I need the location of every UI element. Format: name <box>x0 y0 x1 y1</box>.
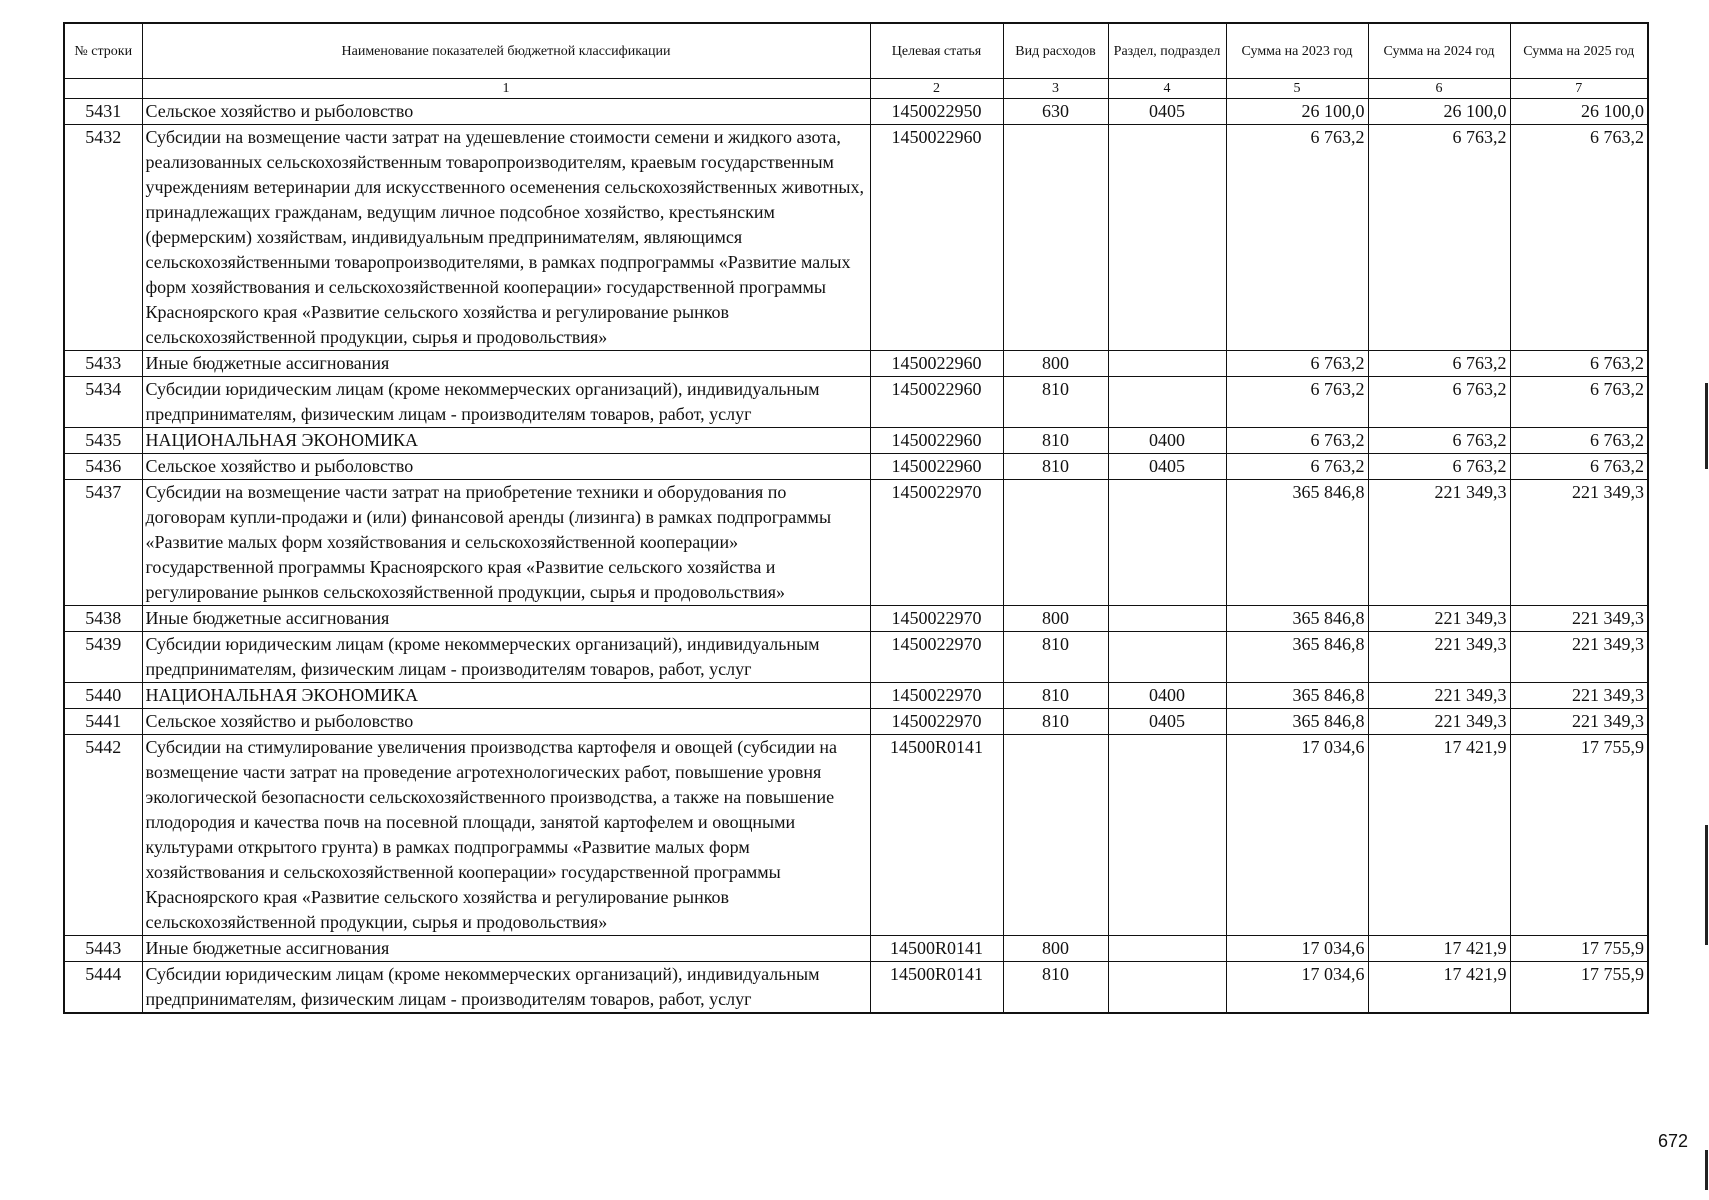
row-target: 1450022950 <box>870 99 1003 125</box>
header-sum-2025: Сумма на 2025 год <box>1510 23 1648 79</box>
row-type <box>1003 480 1108 606</box>
row-sum-2023: 6 763,2 <box>1226 125 1368 351</box>
row-number: 5431 <box>64 99 142 125</box>
row-type <box>1003 125 1108 351</box>
row-sum-2023: 365 846,8 <box>1226 480 1368 606</box>
row-type: 630 <box>1003 99 1108 125</box>
row-section: 0400 <box>1108 683 1226 709</box>
row-type: 810 <box>1003 632 1108 683</box>
row-section <box>1108 962 1226 1014</box>
header-target: Целевая статья <box>870 23 1003 79</box>
row-sum-2025: 26 100,0 <box>1510 99 1648 125</box>
row-sum-2025: 221 349,3 <box>1510 606 1648 632</box>
row-type: 810 <box>1003 709 1108 735</box>
row-name: НАЦИОНАЛЬНАЯ ЭКОНОМИКА <box>142 428 870 454</box>
row-sum-2025: 17 755,9 <box>1510 936 1648 962</box>
table-row <box>64 683 1648 709</box>
row-sum-2024: 17 421,9 <box>1368 962 1510 1014</box>
row-number: 5441 <box>64 709 142 735</box>
row-number: 5439 <box>64 632 142 683</box>
row-section <box>1108 480 1226 606</box>
row-sum-2025: 6 763,2 <box>1510 125 1648 351</box>
row-name: Субсидии юридическим лицам (кроме некоммерческих организаций), индивидуальным предпринимателям, физическим лицам - производителям товаров, работ, услуг <box>142 962 870 1014</box>
row-number: 5434 <box>64 377 142 428</box>
row-target: 1450022960 <box>870 125 1003 351</box>
row-name: Сельское хозяйство и рыболовство <box>142 99 870 125</box>
row-name: Субсидии юридическим лицам (кроме некоммерческих организаций), индивидуальным предпринимателям, физическим лицам - производителям товаров, работ, услуг <box>142 632 870 683</box>
row-section <box>1108 936 1226 962</box>
row-sum-2023: 365 846,8 <box>1226 709 1368 735</box>
column-number: 7 <box>1510 79 1648 99</box>
row-number: 5435 <box>64 428 142 454</box>
row-sum-2023: 17 034,6 <box>1226 735 1368 936</box>
row-sum-2025: 6 763,2 <box>1510 454 1648 480</box>
row-number: 5436 <box>64 454 142 480</box>
table-body <box>64 99 1648 1014</box>
budget-table <box>63 22 1649 1014</box>
row-section: 0405 <box>1108 99 1226 125</box>
row-target: 1450022960 <box>870 377 1003 428</box>
row-name: Субсидии на стимулирование увеличения производства картофеля и овощей (субсидии на возмещение части затрат на проведение агротехнологических работ, повышение уровня экологической безопасности сельскохозяйственного производства, а также на повышение плодородия и качества почв на посевной площади, занятой картофелем и овощными культурами открытого грунта) в рамках подпрограммы «Развитие малых форм хозяйствования и сельскохозяйственной кооперации» государственной программы Красноярского края «Развитие сельского хозяйства и регулирование рынков сельскохозяйственной продукции, сырья и продовольствия» <box>142 735 870 936</box>
table-row <box>64 709 1648 735</box>
row-name: НАЦИОНАЛЬНАЯ ЭКОНОМИКА <box>142 683 870 709</box>
header-sum-2023: Сумма на 2023 год <box>1226 23 1368 79</box>
row-section: 0400 <box>1108 428 1226 454</box>
header-sum-2024: Сумма на 2024 год <box>1368 23 1510 79</box>
row-section <box>1108 606 1226 632</box>
row-sum-2024: 6 763,2 <box>1368 454 1510 480</box>
row-section <box>1108 351 1226 377</box>
page-number: 672 <box>1658 1131 1689 1151</box>
row-type: 810 <box>1003 962 1108 1014</box>
column-number: 2 <box>870 79 1003 99</box>
row-sum-2023: 365 846,8 <box>1226 606 1368 632</box>
row-sum-2025: 221 349,3 <box>1510 632 1648 683</box>
row-target: 1450022970 <box>870 709 1003 735</box>
row-number: 5432 <box>64 125 142 351</box>
row-target: 14500R0141 <box>870 962 1003 1014</box>
row-sum-2025: 6 763,2 <box>1510 351 1648 377</box>
row-type: 800 <box>1003 606 1108 632</box>
row-sum-2025: 6 763,2 <box>1510 377 1648 428</box>
row-sum-2025: 17 755,9 <box>1510 735 1648 936</box>
row-type: 800 <box>1003 351 1108 377</box>
row-target: 1450022960 <box>870 454 1003 480</box>
row-sum-2024: 17 421,9 <box>1368 936 1510 962</box>
row-sum-2025: 6 763,2 <box>1510 428 1648 454</box>
row-name: Субсидии юридическим лицам (кроме некоммерческих организаций), индивидуальным предпринимателям, физическим лицам - производителям товаров, работ, услуг <box>142 377 870 428</box>
table-row <box>64 428 1648 454</box>
row-section <box>1108 377 1226 428</box>
header-section: Раздел, подраздел <box>1108 23 1226 79</box>
row-section <box>1108 125 1226 351</box>
row-name: Иные бюджетные ассигнования <box>142 351 870 377</box>
row-sum-2025: 221 349,3 <box>1510 480 1648 606</box>
row-name: Сельское хозяйство и рыболовство <box>142 454 870 480</box>
row-number: 5442 <box>64 735 142 936</box>
row-type: 810 <box>1003 454 1108 480</box>
row-sum-2023: 365 846,8 <box>1226 683 1368 709</box>
row-sum-2024: 6 763,2 <box>1368 428 1510 454</box>
row-number: 5443 <box>64 936 142 962</box>
row-section: 0405 <box>1108 454 1226 480</box>
row-name: Иные бюджетные ассигнования <box>142 936 870 962</box>
row-sum-2024: 221 349,3 <box>1368 632 1510 683</box>
row-section: 0405 <box>1108 709 1226 735</box>
row-target: 1450022970 <box>870 606 1003 632</box>
row-sum-2023: 6 763,2 <box>1226 351 1368 377</box>
column-number: 4 <box>1108 79 1226 99</box>
row-type: 810 <box>1003 683 1108 709</box>
row-sum-2024: 221 349,3 <box>1368 709 1510 735</box>
table-row <box>64 125 1648 351</box>
row-sum-2024: 221 349,3 <box>1368 683 1510 709</box>
table-row <box>64 351 1648 377</box>
row-sum-2024: 17 421,9 <box>1368 735 1510 936</box>
column-number <box>64 79 142 99</box>
row-name: Сельское хозяйство и рыболовство <box>142 709 870 735</box>
header-row <box>64 23 1648 79</box>
row-number: 5433 <box>64 351 142 377</box>
row-target: 14500R0141 <box>870 735 1003 936</box>
table-row <box>64 377 1648 428</box>
scan-edge-mark <box>1705 383 1708 469</box>
row-sum-2025: 221 349,3 <box>1510 709 1648 735</box>
row-target: 1450022960 <box>870 351 1003 377</box>
row-sum-2023: 365 846,8 <box>1226 632 1368 683</box>
row-name: Субсидии на возмещение части затрат на удешевление стоимости семени и жидкого азота, реализованных сельскохозяйственным товаропроизводителям, краевым государственным учреждениям ветеринарии для искусственного осеменения сельскохозяйственных животных, принадлежащих гражданам, ведущим личное подсобное хозяйство, крестьянским (фермерским) хозяйствам, индивидуальным предпринимателям, являющимся сельскохозяйственными товаропроизводителями, в рамках подпрограммы «Развитие малых форм хозяйствования и сельскохозяйственной кооперации» государственной программы Красноярского края «Развитие сельского хозяйства и регулирование рынков сельскохозяйственной продукции, сырья и продовольствия» <box>142 125 870 351</box>
table-row <box>64 962 1648 1014</box>
row-type <box>1003 735 1108 936</box>
header-row-no: № строки <box>64 23 142 79</box>
scan-edge-mark <box>1705 1150 1708 1190</box>
row-number: 5438 <box>64 606 142 632</box>
row-target: 1450022960 <box>870 428 1003 454</box>
row-sum-2023: 17 034,6 <box>1226 962 1368 1014</box>
row-sum-2024: 6 763,2 <box>1368 125 1510 351</box>
row-sum-2024: 221 349,3 <box>1368 606 1510 632</box>
table-row <box>64 632 1648 683</box>
row-sum-2025: 221 349,3 <box>1510 683 1648 709</box>
column-number: 1 <box>142 79 870 99</box>
column-number-row <box>64 79 1648 99</box>
scan-edge-mark <box>1705 825 1708 945</box>
row-target: 1450022970 <box>870 632 1003 683</box>
row-sum-2023: 26 100,0 <box>1226 99 1368 125</box>
table-row <box>64 606 1648 632</box>
header-name: Наименование показателей бюджетной классификации <box>142 23 870 79</box>
row-section <box>1108 632 1226 683</box>
row-sum-2024: 26 100,0 <box>1368 99 1510 125</box>
row-type: 800 <box>1003 936 1108 962</box>
row-target: 14500R0141 <box>870 936 1003 962</box>
table-row <box>64 735 1648 936</box>
row-number: 5437 <box>64 480 142 606</box>
table-row <box>64 936 1648 962</box>
row-type: 810 <box>1003 428 1108 454</box>
column-number: 3 <box>1003 79 1108 99</box>
row-sum-2023: 6 763,2 <box>1226 428 1368 454</box>
row-section <box>1108 735 1226 936</box>
header-type: Вид расходов <box>1003 23 1108 79</box>
row-number: 5440 <box>64 683 142 709</box>
row-sum-2024: 6 763,2 <box>1368 351 1510 377</box>
row-target: 1450022970 <box>870 683 1003 709</box>
row-sum-2024: 221 349,3 <box>1368 480 1510 606</box>
row-number: 5444 <box>64 962 142 1014</box>
row-sum-2025: 17 755,9 <box>1510 962 1648 1014</box>
row-sum-2024: 6 763,2 <box>1368 377 1510 428</box>
row-target: 1450022970 <box>870 480 1003 606</box>
row-sum-2023: 17 034,6 <box>1226 936 1368 962</box>
row-sum-2023: 6 763,2 <box>1226 454 1368 480</box>
column-number: 6 <box>1368 79 1510 99</box>
table-row <box>64 454 1648 480</box>
row-type: 810 <box>1003 377 1108 428</box>
table-row <box>64 480 1648 606</box>
row-sum-2023: 6 763,2 <box>1226 377 1368 428</box>
row-name: Субсидии на возмещение части затрат на приобретение техники и оборудования по договорам купли-продажи и (или) финансовой аренды (лизинга) в рамках подпрограммы «Развитие малых форм хозяйствования и сельскохозяйственной кооперации» государственной программы Красноярского края «Развитие сельского хозяйства и регулирование рынков сельскохозяйственной продукции, сырья и продовольствия» <box>142 480 870 606</box>
row-name: Иные бюджетные ассигнования <box>142 606 870 632</box>
table-row <box>64 99 1648 125</box>
column-number: 5 <box>1226 79 1368 99</box>
